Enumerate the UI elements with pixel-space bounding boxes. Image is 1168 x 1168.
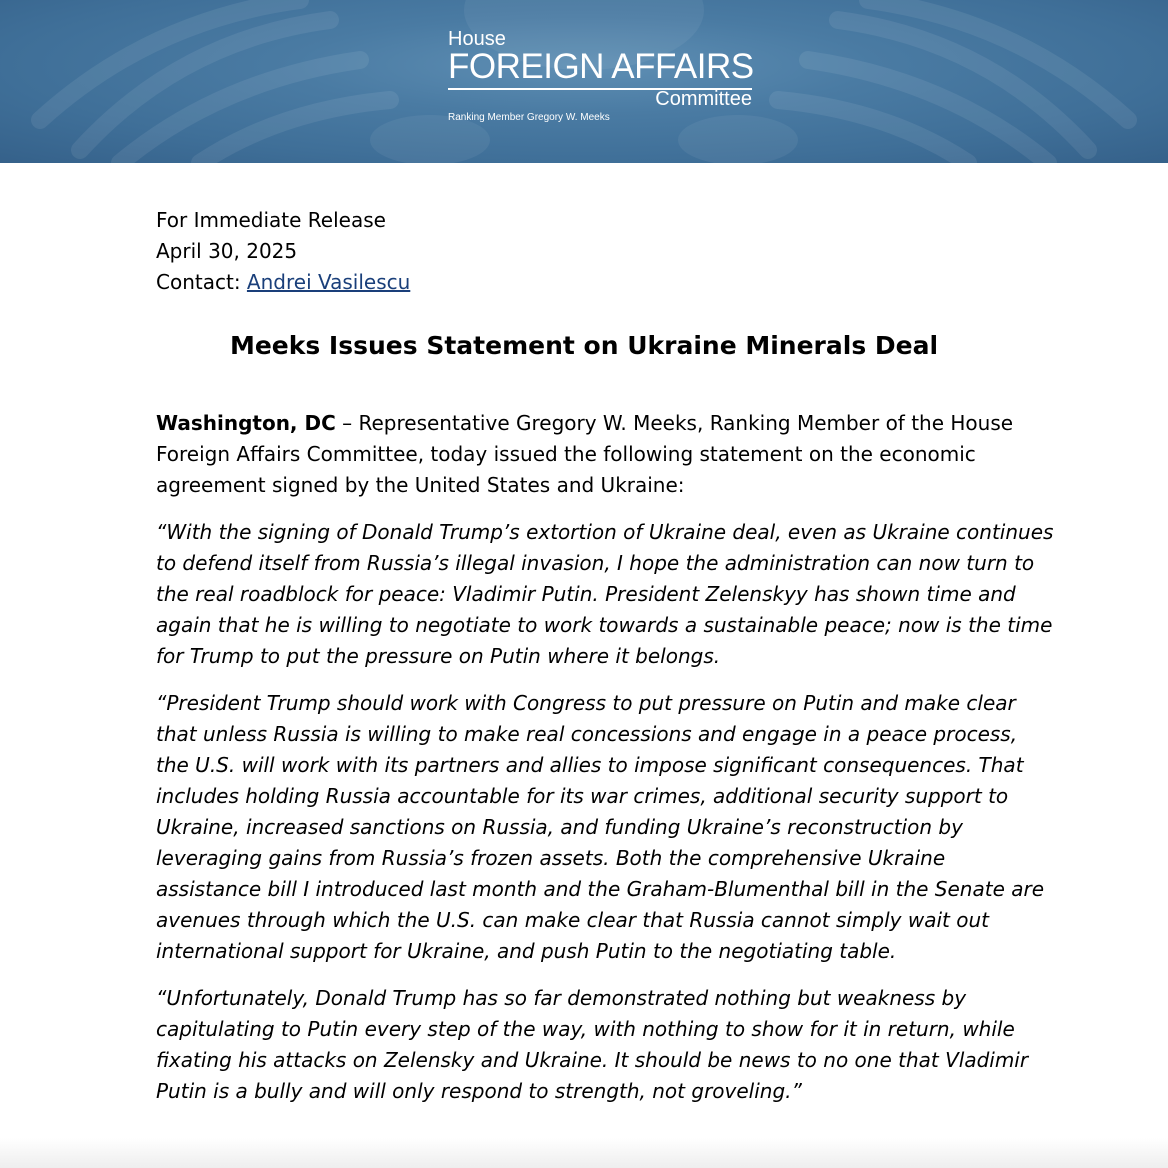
bottom-fade (0, 1138, 1168, 1168)
contact-link[interactable]: Andrei Vasilescu (246, 270, 411, 294)
release-meta (156, 205, 410, 298)
release-type: For Immediate Release (156, 208, 386, 232)
contact-label: Contact: (156, 270, 247, 294)
header-banner (0, 0, 1168, 163)
dateline: Washington, DC (156, 411, 336, 435)
release-date: April 30, 2025 (156, 239, 298, 263)
quote-paragraph-2: “President Trump should work with Congress to put pressure on Putin and make clear that unless Russia is willing to make real concessions and engage in a peace process, the U.S. will work with its partners and allies to impose significant consequences. That includes holding Russia accountable for its war crimes, additional security support to Ukraine, increased sanctions on Russia, and funding Ukraine’s reconstruction by leveraging gains from Russia’s frozen assets. Both the comprehensive Ukraine assistance bill I introduced last month and the Graham-Blumenthal bill in the Senate are avenues through which the U.S. can make clear that Russia cannot simply wait out international support for Ukraine, and push Putin to the negotiating table. (156, 691, 1045, 963)
logo-main-text: FOREIGN AFFAIRS (448, 47, 754, 86)
page-title: Meeks Issues Statement on Ukraine Minerals Deal (229, 331, 939, 360)
release-contact (156, 267, 410, 298)
statement-body (156, 408, 1056, 1123)
quote-paragraph-3: “Unfortunately, Donald Trump has so far demonstrated nothing but weakness by capitulating to Putin every step of the way, with nothing to show for it in return, while fixating his attacks on Zelensky and Ukraine. It should be news to no one that Vladimir Putin is a bully and will only respond to strength, not groveling.” (156, 986, 1029, 1103)
intro-paragraph (156, 408, 1056, 501)
logo-committee-text: Committee (655, 88, 752, 110)
logo-ranking-member: Ranking Member Gregory W. Meeks (448, 112, 610, 123)
intro-text: – Representative Gregory W. Meeks, Ranking Member of the House Foreign Affairs Committee, today issued the following statement on the economic agreement signed by the United States and Ukraine: (156, 411, 1014, 497)
logo-house-text: House (448, 28, 506, 50)
quote-paragraph-1: “With the signing of Donald Trump’s extortion of Ukraine deal, even as Ukraine continues to defend itself from Russia’s illegal invasion, I hope the administration can now turn to the real roadblock for peace: Vladimir Putin. President Zelenskyy has shown time and again that he is willing to negotiate to work towards a sustainable peace; now is the time for Trump to put the pressure on Putin where it belongs. (156, 520, 1054, 668)
